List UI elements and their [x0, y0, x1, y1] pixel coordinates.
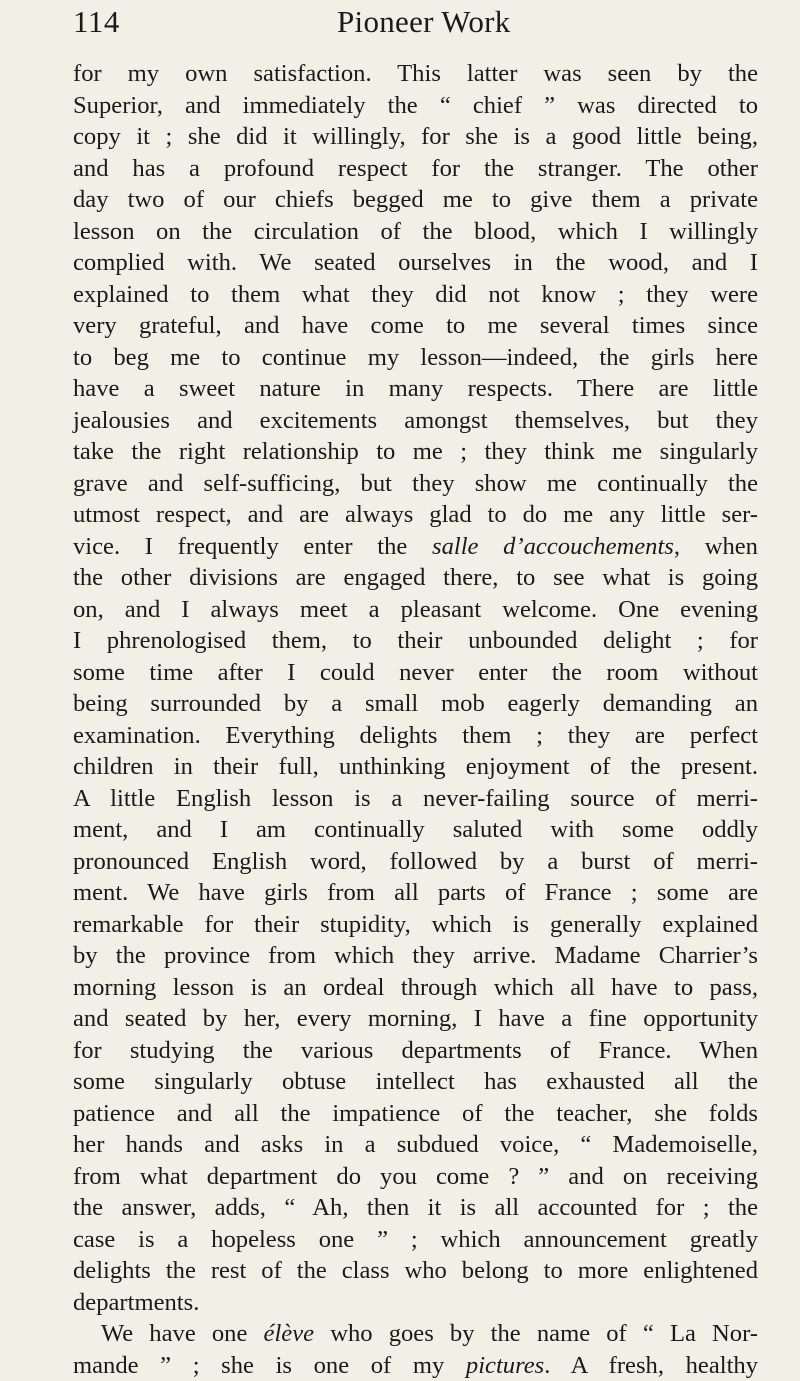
paragraph-1: [73, 58, 758, 1318]
text-segment: vice. I frequently enter the: [73, 533, 432, 560]
running-head: Pioneer Work: [337, 4, 511, 40]
text-line: her hands and asks in a subdued voice, “ Mademoiselle,: [73, 1129, 758, 1161]
text-line: the other divisions are engaged there, to see what is going: [73, 562, 758, 594]
text-segment: , when: [674, 533, 758, 560]
text-line-with-italic: [73, 1350, 758, 1381]
text-line: grave and self-sufficing, but they show me continually the: [73, 468, 758, 500]
text-line: complied with. We seated ourselves in the wood, and I: [73, 247, 758, 279]
text-line: very grateful, and have come to me several times since: [73, 310, 758, 342]
page-number: 114: [73, 4, 120, 40]
text-segment: who goes by the name of “ La Nor-: [314, 1320, 758, 1347]
text-line-with-italic: [73, 531, 758, 563]
text-line: ment, and I am continually saluted with some oddly: [73, 814, 758, 846]
text-line: and has a profound respect for the stranger. The other: [73, 153, 758, 185]
text-line: jealousies and excitements amongst themselves, but they: [73, 405, 758, 437]
text-line: A little English lesson is a never-failing source of merri-: [73, 783, 758, 815]
text-segment: mande ” ; she is one of my: [73, 1352, 466, 1379]
italic-phrase: salle d’accouchements: [432, 533, 674, 560]
text-line: the answer, adds, “ Ah, then it is all accounted for ; the: [73, 1192, 758, 1224]
page-header: [73, 0, 758, 58]
text-line: to beg me to continue my lesson—indeed, the girls here: [73, 342, 758, 374]
text-line: patience and all the impatience of the teacher, she folds: [73, 1098, 758, 1130]
italic-word: élève: [264, 1320, 315, 1347]
text-line: morning lesson is an ordeal through which all have to pass,: [73, 972, 758, 1004]
text-line: and seated by her, every morning, I have a fine opportunity: [73, 1003, 758, 1035]
text-line: take the right relationship to me ; they think me singularly: [73, 436, 758, 468]
text-line: pronounced English word, followed by a burst of merri-: [73, 846, 758, 878]
italic-word: pictures: [466, 1352, 544, 1379]
text-line: some time after I could never enter the room without: [73, 657, 758, 689]
text-line: utmost respect, and are always glad to do me any little ser-: [73, 499, 758, 531]
text-line: for my own satisfaction. This latter was seen by the: [73, 58, 758, 90]
text-line: examination. Everything delights them ; they are perfect: [73, 720, 758, 752]
text-line: day two of our chiefs begged me to give them a private: [73, 184, 758, 216]
text-line: children in their full, unthinking enjoyment of the present.: [73, 751, 758, 783]
text-line: some singularly obtuse intellect has exhausted all the: [73, 1066, 758, 1098]
text-line: explained to them what they did not know ; they were: [73, 279, 758, 311]
text-line: ment. We have girls from all parts of France ; some are: [73, 877, 758, 909]
text-line: delights the rest of the class who belong to more enlightened: [73, 1255, 758, 1287]
text-line: departments.: [73, 1287, 758, 1319]
text-segment: . A fresh, healthy: [544, 1352, 758, 1379]
paragraph-2: [73, 1318, 758, 1381]
text-line: by the province from which they arrive. Madame Charrier’s: [73, 940, 758, 972]
text-line: Superior, and immediately the “ chief ” was directed to: [73, 90, 758, 122]
text-line: lesson on the circulation of the blood, which I willingly: [73, 216, 758, 248]
text-line: on, and I always meet a pleasant welcome. One evening: [73, 594, 758, 626]
text-line: copy it ; she did it willingly, for she is a good little being,: [73, 121, 758, 153]
text-line-with-italic: [73, 1318, 758, 1350]
text-line: case is a hopeless one ” ; which announcement greatly: [73, 1224, 758, 1256]
text-line: I phrenologised them, to their unbounded delight ; for: [73, 625, 758, 657]
text-line: for studying the various departments of France. When: [73, 1035, 758, 1067]
text-line: from what department do you come ? ” and on receiving: [73, 1161, 758, 1193]
text-line: remarkable for their stupidity, which is generally explained: [73, 909, 758, 941]
text-line: being surrounded by a small mob eagerly demanding an: [73, 688, 758, 720]
text-line: have a sweet nature in many respects. There are little: [73, 373, 758, 405]
text-segment: We have one: [101, 1320, 264, 1347]
